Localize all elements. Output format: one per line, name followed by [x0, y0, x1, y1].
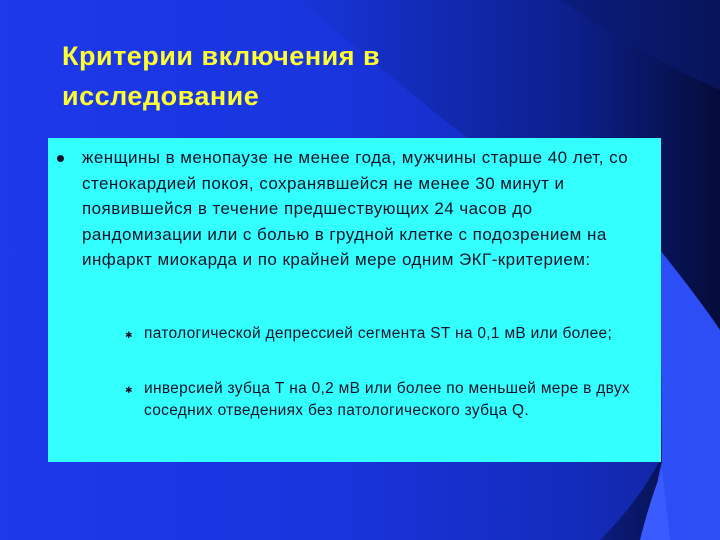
asterisk-bullet-icon: ✱ [125, 385, 133, 395]
bullet-circle-icon [57, 155, 64, 162]
title-line-1: Критерии включения в [62, 41, 381, 71]
asterisk-bullet-icon: ✱ [125, 330, 133, 340]
sub-item-text: патологической депрессией сегмента ST на 0,1 мВ или более; [144, 325, 613, 342]
title-line-2: исследование [62, 81, 260, 111]
content-box [48, 138, 661, 462]
main-item-text: женщины в менопаузе не менее года, мужчины старше 40 лет, со стенокардией покоя, сохранявшейся не менее 30 минут и появившейся в течение предшествующих 24 часов до рандомизации или с болью в грудной клетке с подозрением на инфаркт миокарда и по крайней мере одним ЭКГ-критерием: [82, 148, 629, 269]
sub-item-text: инверсией зубца Т на 0,2 мВ или более по меньшей мере в двух соседних отведениях без патологического зубца Q. [144, 380, 630, 419]
slide-title [62, 36, 622, 116]
